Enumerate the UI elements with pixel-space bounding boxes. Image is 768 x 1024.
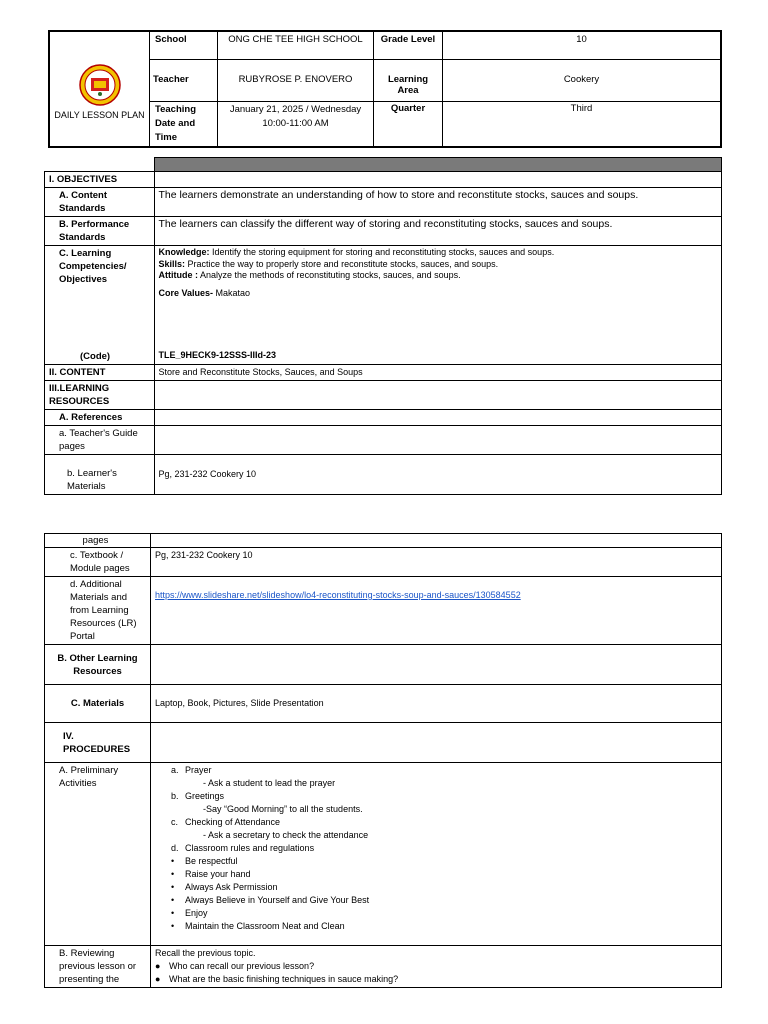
item-subtext: -Say “Good Morning” to all the students.: [203, 804, 363, 814]
lesson-table-1: [44, 157, 722, 495]
textbook-value: Pg, 231-232 Cookery 10: [151, 548, 722, 577]
performance-standards-value: The learners can classify the different way of storing and reconstituting stocks, sauces and soups.: [154, 217, 722, 246]
content-standards-label: A. Content Standards: [45, 188, 155, 217]
item-number: a.: [171, 765, 179, 775]
core-values-label: Core Values-: [158, 287, 214, 298]
bullet-icon: ●: [155, 974, 161, 984]
review-question-1: Who can recall our previous lesson?: [169, 961, 315, 971]
skills-value: Practice the way to properly store and reconstitute stocks, sauces, and soups.: [185, 258, 499, 269]
preliminary-activities: [151, 763, 722, 946]
date-value: January 21, 2025 / Wednesday 10:00-11:00 AM: [218, 101, 374, 147]
rule-item: [171, 881, 717, 894]
rule-text: Raise your hand: [185, 869, 251, 879]
preliminary-item: [171, 816, 717, 829]
rule-text: Always Believe in Yourself and Give Your Best: [185, 895, 370, 905]
learners-materials-label: b. Learner's Materials: [45, 455, 155, 495]
school-seal-icon: [79, 64, 121, 106]
review-question-2: What are the basic finishing techniques in sauce making?: [169, 974, 399, 984]
quarter-value: Third: [443, 101, 722, 147]
materials-value: Laptop, Book, Pictures, Slide Presentation: [151, 685, 722, 723]
school-value: ONG CHE TEE HIGH SCHOOL: [218, 31, 374, 59]
competencies-value-cell: [154, 246, 722, 365]
item-text: Prayer: [185, 765, 212, 775]
item-text: Classroom rules and regulations: [185, 843, 315, 853]
procedures-label: IV. PROCEDURES: [45, 723, 151, 763]
grade-value: 10: [443, 31, 722, 59]
rule-text: Be respectful: [185, 856, 238, 866]
teacher-label: Teacher: [150, 59, 218, 101]
item-number: b.: [171, 791, 179, 801]
competencies-label: C. Learning Competencies/ Objectives: [59, 248, 127, 285]
objectives-label: I. OBJECTIVES: [45, 172, 155, 188]
plan-title: DAILY LESSON PLAN: [54, 109, 145, 120]
rule-text: Enjoy: [185, 908, 208, 918]
school-label: School: [150, 31, 218, 59]
logo-cell: [49, 31, 150, 147]
item-text: Greetings: [185, 791, 225, 801]
content-label: II. CONTENT: [45, 365, 155, 381]
core-values-value: Makatao: [213, 287, 251, 298]
bullet-icon: ●: [155, 961, 161, 971]
materials-label: C. Materials: [45, 685, 151, 723]
rules-list: [171, 855, 717, 933]
teacher-value: RUBYROSE P. ENOVERO: [218, 59, 374, 101]
reviewing-content: [151, 946, 722, 988]
slideshare-link[interactable]: https://www.slideshare.net/slideshow/lo4-reconstituting-stocks-soup-and-sauces/130584552: [155, 590, 521, 600]
area-value: Cookery: [443, 59, 722, 101]
rule-text: Always Ask Permission: [185, 882, 278, 892]
rule-item: [171, 894, 717, 907]
bullet-icon: •: [171, 908, 175, 918]
review-intro: Recall the previous topic.: [155, 948, 256, 958]
preliminary-label: A. Preliminary Activities: [45, 763, 151, 946]
area-label: Learning Area: [374, 59, 443, 101]
item-number: d.: [171, 843, 179, 853]
knowledge-label: Knowledge:: [158, 247, 210, 257]
bullet-icon: •: [171, 921, 175, 931]
performance-standards-label: B. Performance Standards: [45, 217, 155, 246]
header-table: [48, 30, 722, 148]
item-text: Checking of Attendance: [185, 817, 281, 827]
grade-label: Grade Level: [374, 31, 443, 59]
reviewing-label: B. Reviewing previous lesson or presenting the: [45, 946, 151, 988]
preliminary-item: [171, 790, 717, 803]
item-subtext: - Ask a secretary to check the attendance: [203, 830, 369, 840]
attitude-value: Analyze the methods of reconstituting stocks, sauces, and soups.: [198, 270, 461, 280]
rule-item: [171, 907, 717, 920]
rule-text: Maintain the Classroom Neat and Clean: [185, 921, 345, 931]
other-resources-label: B. Other Learning Resources: [45, 645, 151, 685]
teachers-guide-label: a. Teacher's Guide pages: [45, 426, 155, 455]
bullet-icon: •: [171, 869, 175, 879]
bullet-icon: •: [171, 882, 175, 892]
quarter-label: Quarter: [374, 101, 443, 147]
bullet-icon: •: [171, 856, 175, 866]
code-label: (Code): [80, 351, 111, 362]
code-value: TLE_9HECK9-12SSS-IIId-23: [158, 349, 277, 360]
preliminary-list: [171, 764, 717, 855]
item-number: c.: [171, 817, 179, 827]
rule-item: [171, 868, 717, 881]
additional-materials-label: d. Additional Materials and from Learning Resources (LR) Portal: [45, 577, 151, 645]
bullet-icon: •: [171, 895, 175, 905]
references-label: A. References: [45, 410, 155, 426]
rule-item: [171, 920, 717, 933]
gray-header-bar: [154, 158, 722, 172]
pages-label: pages: [45, 534, 151, 548]
content-standards-value: The learners demonstrate an understanding of how to store and reconstitute stocks, sauces and soups.: [154, 188, 722, 217]
rule-item: [171, 855, 717, 868]
learning-resources-label: III.LEARNING RESOURCES: [45, 381, 155, 410]
skills-label: Skills:: [158, 258, 186, 269]
textbook-label: c. Textbook / Module pages: [45, 548, 151, 577]
competencies-label-cell: [45, 246, 155, 365]
knowledge-value: Identify the storing equipment for storing and reconstituting stocks, sauces and soups.: [209, 247, 555, 257]
attitude-label: Attitude :: [158, 270, 198, 280]
date-label: Teaching Date and Time: [150, 101, 218, 147]
lesson-table-2: [44, 533, 722, 988]
learners-materials-value: Pg, 231-232 Cookery 10: [154, 455, 722, 495]
preliminary-item: [171, 842, 717, 855]
item-subtext: - Ask a student to lead the prayer: [203, 778, 336, 788]
content-value: Store and Reconstitute Stocks, Sauces, and Soups: [154, 365, 722, 381]
preliminary-item: [171, 764, 717, 777]
